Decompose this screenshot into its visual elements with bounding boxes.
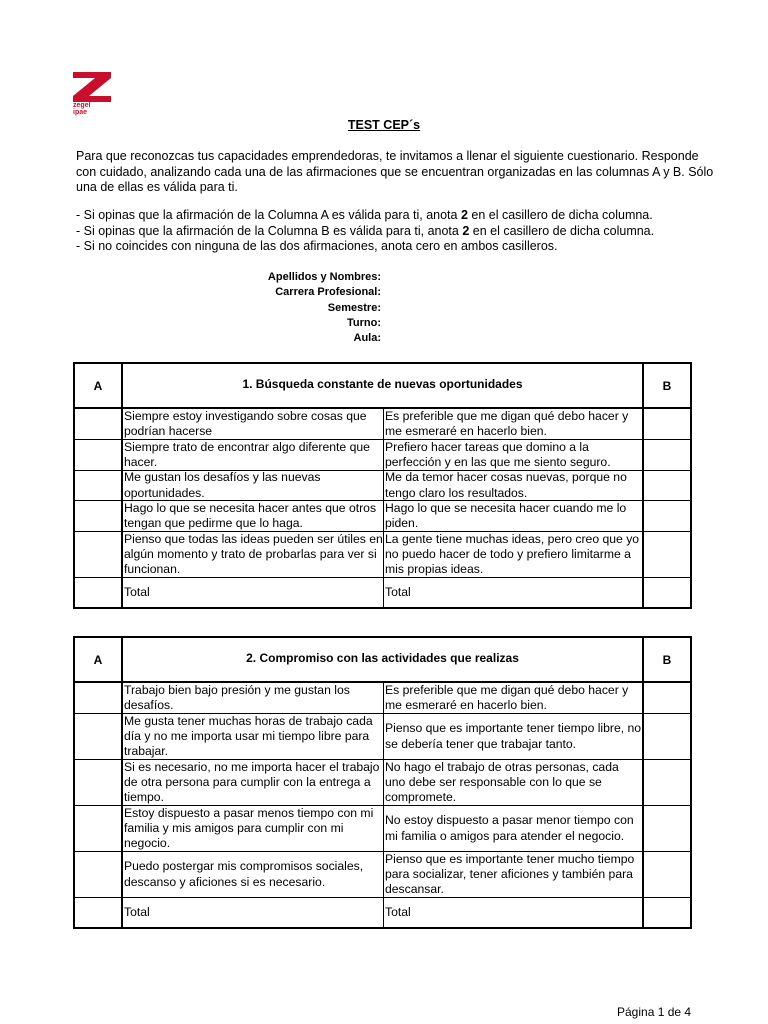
instruction-line: - Si no coincides con ninguna de las dos afirmaciones, anota cero en ambos casilleros. — [76, 239, 558, 253]
answer-cell-b[interactable] — [644, 501, 690, 531]
statement-b: Es preferible que me digan qué debo hacer y me esmeraré en hacerlo bien. — [384, 683, 644, 713]
section-header — [75, 638, 690, 683]
instruction-line: - Si opinas que la afirmación de la Columna A es válida para ti, anota 2 en el casillero de dicha columna. — [76, 208, 653, 222]
statement-b: La gente tiene muchas ideas, pero creo que yo no puedo hacer de todo y prefiero limitarme a mis propias ideas. — [384, 532, 644, 577]
instruction-line: - Si opinas que la afirmación de la Columna B es válida para ti, anota 2 en el casillero de dicha columna. — [76, 223, 655, 238]
column-b-header: B — [642, 364, 690, 407]
answer-cell-b[interactable] — [644, 532, 690, 577]
total-cell-a[interactable] — [75, 898, 123, 927]
answer-cell-b[interactable] — [644, 409, 690, 439]
total-label-b: Total — [384, 898, 644, 927]
answer-cell-a[interactable] — [75, 852, 123, 897]
field-aula-label: Aula: — [353, 332, 381, 345]
statement-a: Si es necesario, no me importa hacer el trabajo de otra persona para cumplir con la entrega a tiempo. — [123, 760, 384, 805]
answer-cell-b[interactable] — [644, 806, 690, 851]
answer-cell-b[interactable] — [644, 471, 690, 500]
answer-cell-b[interactable] — [644, 760, 690, 805]
column-b-header: B — [642, 638, 690, 681]
statement-b: Es preferible que me digan qué debo hacer y me esmeraré en hacerlo bien. — [384, 409, 644, 439]
field-carrera-label: Carrera Profesional: — [275, 286, 381, 299]
column-a-header: A — [75, 638, 123, 681]
statement-a: Me gustan los desafíos y las nuevas oportunidades. — [123, 471, 384, 500]
statement-a: Pienso que todas las ideas pueden ser útiles en algún momento y trato de probarlas para ver si funcionan. — [124, 531, 383, 577]
column-a-header: A — [75, 364, 123, 407]
page-number: Página 1 de 4 — [617, 1005, 692, 1019]
section-title: 1. Búsqueda constante de nuevas oportunidades — [242, 376, 523, 391]
zegel-logo-icon — [73, 72, 111, 102]
total-label-a: Total — [123, 898, 384, 927]
statement-b: Pienso que es importante tener mucho tiempo para socializar, tener aficiones y también para descansar. — [384, 852, 644, 897]
section-title: 2. Compromiso con las actividades que realizas — [246, 650, 519, 665]
statement-a: Me gusta tener muchas horas de trabajo cada día y no me importa usar mi tiempo libre para trabajar. — [123, 714, 384, 759]
total-label-a: Total — [123, 578, 384, 607]
total-row — [75, 578, 690, 607]
statement-a: Hago lo que se necesita hacer antes que otros tengan que pedirme que lo haga. — [123, 501, 384, 531]
statement-b: Pienso que es importante tener tiempo libre, no se debería tener que trabajar tanto. — [384, 714, 644, 759]
answer-cell-b[interactable] — [644, 852, 690, 897]
answer-cell-a[interactable] — [75, 683, 123, 713]
statement-b: Hago lo que se necesita hacer cuando me lo piden. — [384, 501, 644, 531]
table-row — [75, 532, 690, 578]
table-row — [75, 471, 690, 501]
logo-line-2: ipae — [73, 109, 88, 116]
statement-b: No hago el trabajo de otras personas, cada uno debe ser responsable con lo que se compromete. — [384, 760, 644, 805]
statement-a: Puedo postergar mis compromisos sociales, descanso y aficiones si es necesario. — [123, 852, 384, 897]
logo-line-1: zegel — [73, 102, 91, 109]
answer-cell-b[interactable] — [644, 714, 690, 759]
table-row — [75, 806, 690, 852]
table-row — [75, 852, 690, 898]
total-label-b: Total — [384, 578, 644, 607]
answer-cell-b[interactable] — [644, 683, 690, 713]
answer-cell-a[interactable] — [75, 532, 123, 577]
section-header — [75, 364, 690, 409]
statement-b: No estoy dispuesto a pasar menor tiempo con mi familia o amigos para atender el negocio. — [384, 806, 644, 851]
field-apellidos-label: Apellidos y Nombres: — [267, 271, 381, 283]
table-row — [75, 501, 690, 532]
answer-cell-a[interactable] — [75, 471, 123, 500]
total-cell-a[interactable] — [75, 578, 123, 607]
answer-cell-a[interactable] — [75, 501, 123, 531]
answer-cell-a[interactable] — [75, 409, 123, 439]
total-cell-b[interactable] — [644, 578, 690, 607]
statement-b: Prefiero hacer tareas que domino a la perfección y en las que me siento seguro. — [384, 440, 644, 470]
answer-cell-a[interactable] — [75, 806, 123, 851]
section-2-table — [73, 636, 692, 929]
total-row — [75, 898, 690, 927]
instructions — [76, 208, 736, 255]
statement-a: Siempre trato de encontrar algo diferente que hacer. — [123, 440, 384, 470]
page-title: TEST CEP´s — [347, 118, 421, 132]
table-row — [75, 683, 690, 714]
statement-a: Trabajo bien bajo presión y me gustan los desafíos. — [123, 683, 384, 713]
answer-cell-a[interactable] — [75, 760, 123, 805]
intro-paragraph: Para que reconozcas tus capacidades emprendedoras, te invitamos a llenar el siguiente cuestionario. Responde con cuidado, analizando cada una de las afirmaciones que se encuentran organizadas en las columnas A y B. Sólo una de ellas es válida para ti. — [76, 149, 714, 194]
answer-cell-a[interactable] — [75, 714, 123, 759]
table-row — [75, 409, 690, 440]
field-turno-label: Turno: — [346, 316, 381, 329]
table-row — [75, 440, 690, 471]
answer-cell-a[interactable] — [75, 440, 123, 470]
student-info-fields — [200, 270, 381, 346]
section-1-table — [73, 362, 692, 609]
zegel-ipae-logo — [73, 72, 111, 120]
statement-b: Me da temor hacer cosas nuevas, porque no tengo claro los resultados. — [384, 471, 644, 500]
answer-cell-b[interactable] — [644, 440, 690, 470]
total-cell-b[interactable] — [644, 898, 690, 927]
statement-a: Estoy dispuesto a pasar menos tiempo con mi familia y mis amigos para cumplir con mi negocio. — [123, 806, 384, 851]
table-row — [75, 760, 690, 806]
field-semestre-label: Semestre: — [327, 301, 381, 314]
statement-a: Siempre estoy investigando sobre cosas que podrían hacerse — [123, 409, 384, 439]
table-row — [75, 714, 690, 760]
